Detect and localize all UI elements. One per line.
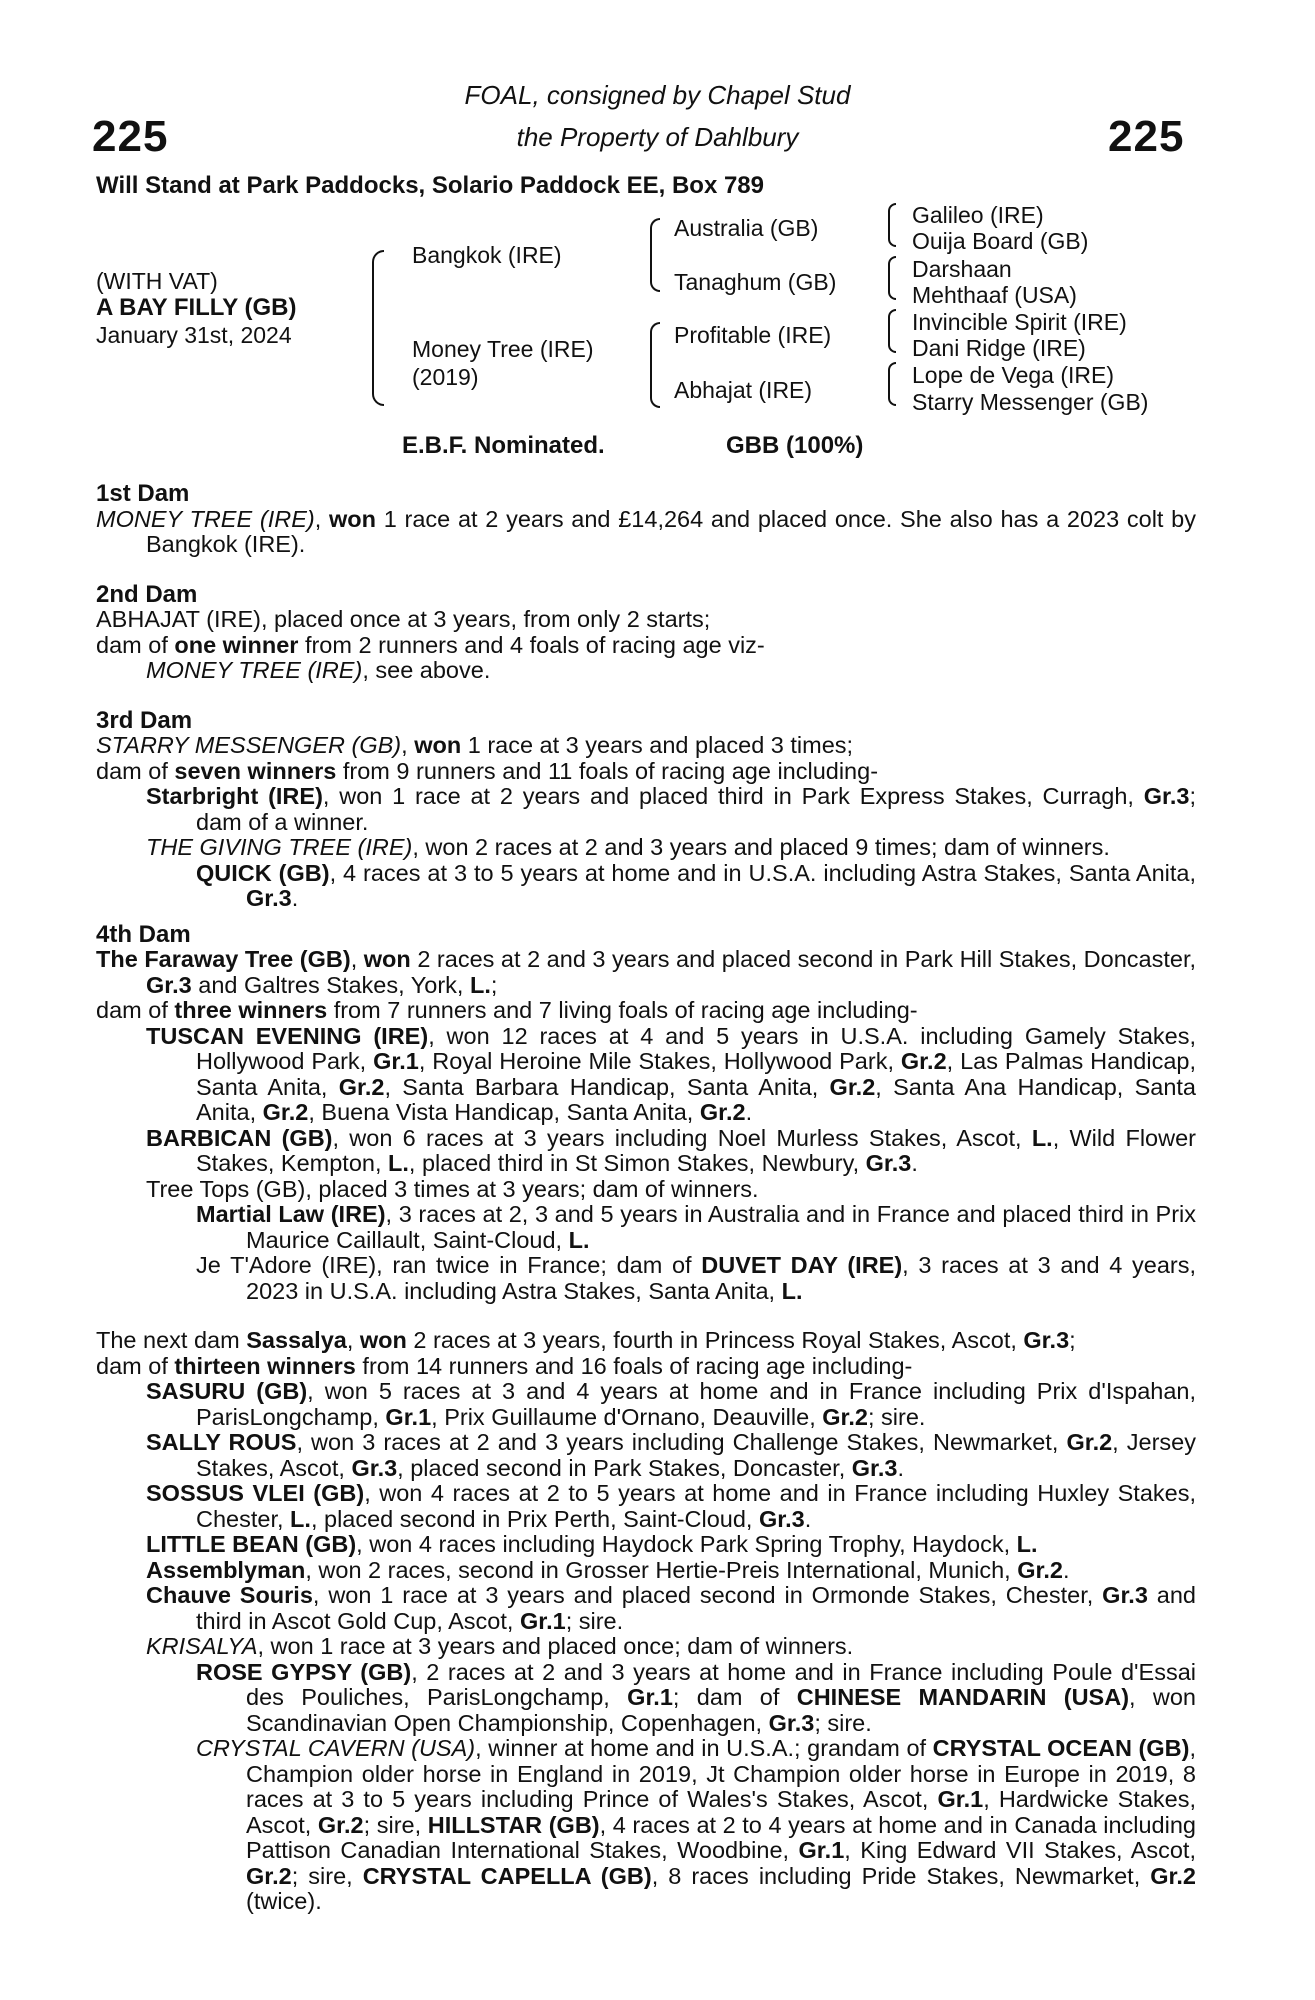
pedigree-dam-year: (2019) [412,364,479,390]
ggp-1: Galileo (IRE) [912,202,1044,228]
ggp-brace-1 [888,203,896,247]
ggp-brace-4 [888,362,896,406]
ggp-3: Darshaan [912,256,1012,282]
fourth-dam-line: Tree Tops (GB), placed 3 times at 3 years; dam of winners. [146,1175,759,1202]
ggp-5: Invincible Spirit (IRE) [912,309,1127,335]
vat-label: (WITH VAT) [96,268,218,294]
ggp-brace-3 [888,309,896,353]
first-dam-heading: 1st Dam [96,480,190,507]
next-dam-line: Assemblyman, won 2 races, second in Grosser Hertie-Preis International, Munich, Gr.2. [146,1556,1070,1583]
stand-location: Will Stand at Park Paddocks, Solario Paddock EE, Box 789 [96,172,765,199]
sire-brace [650,218,660,292]
ggp-2: Ouija Board (GB) [912,228,1089,254]
third-dam-line: QUICK (GB), 4 races at 3 to 5 years at home and in U.S.A. including Astra Stakes, Santa Anita, Gr.3. [196,859,1196,911]
fourth-dam-line: The Faraway Tree (GB), won 2 races at 2 and 3 years and placed second in Park Hill Stakes, Doncaster, Gr.3 and Galtres Stakes, York, L.; [96,946,1196,998]
ggp-6: Dani Ridge (IRE) [912,335,1086,361]
next-dam-line: dam of thirteen winners from 14 runners and 16 foals of racing age including- [96,1352,913,1379]
second-dam-line: ABHAJAT (IRE), placed once at 3 years, from only 2 starts; [96,606,711,632]
next-dam-line: The next dam Sassalya, won 2 races at 3 years, fourth in Princess Royal Stakes, Ascot, Gr.3; [96,1327,1076,1353]
pedigree-sire-dam: Tanaghum (GB) [674,269,837,295]
pedigree-sire-sire: Australia (GB) [674,215,819,241]
horse-dob: January 31st, 2024 [96,322,292,348]
pedigree-dam-sire: Profitable (IRE) [674,322,832,348]
main-brace [372,250,384,406]
ggp-7: Lope de Vega (IRE) [912,362,1115,388]
third-dam-line: STARRY MESSENGER (GB), won 1 race at 3 years and placed 3 times; [96,732,854,758]
fourth-dam-line: Martial Law (IRE), 3 races at 2, 3 and 5 years in Australia and in France and placed third in Prix Maurice Caillault, Saint-Cloud, L. [196,1201,1196,1253]
next-dam-line: SALLY ROUS, won 3 races at 2 and 3 years including Challenge Stakes, Newmarket, Gr.2, Jersey Stakes, Ascot, Gr.3, placed second in Park Stakes, Doncaster, Gr.3. [146,1429,1196,1481]
second-dam-heading: 2nd Dam [96,580,198,608]
fourth-dam-line: dam of three winners from 7 runners and 7 living foals of racing age including- [96,997,918,1023]
consignment-line-2: the Property of Dahlbury [516,122,799,152]
ggp-brace-2 [888,256,896,300]
fourth-dam-line: BARBICAN (GB), won 6 races at 3 years including Noel Murless Stakes, Ascot, L., Wild Flower Stakes, Kempton, L., placed third in St Simon Stakes, Newbury, Gr.3. [146,1124,1196,1176]
fourth-dam-heading: 4th Dam [96,920,191,948]
pedigree-sire: Bangkok (IRE) [412,242,562,268]
horse-name: A BAY FILLY (GB) [96,294,297,321]
second-dam-line: dam of one winner from 2 runners and 4 foals of racing age viz- [96,631,765,658]
next-dam-line: KRISALYA, won 1 race at 3 years and placed once; dam of winners. [146,1633,854,1659]
next-dam-line: ROSE GYPSY (GB), 2 races at 2 and 3 years at home and in France including Poule d'Essai des Pouliches, ParisLongchamp, Gr.1; dam of CHINESE MANDARIN (USA), won Scandinavian Open Championship, Copenhagen, Gr.3; sire. [196,1658,1196,1736]
third-dam-line: THE GIVING TREE (IRE), won 2 races at 2 and 3 years and placed 9 times; dam of winners. [146,834,1110,860]
next-dam-line: SASURU (GB), won 5 races at 3 and 4 years at home and in France including Prix d'Ispahan, ParisLongchamp, Gr.1, Prix Guillaume d'Ornano, Deauville, Gr.2; sire. [146,1378,1196,1430]
pedigree-dam-dam: Abhajat (IRE) [674,377,813,403]
third-dam-line: dam of seven winners from 9 runners and 11 foals of racing age including- [96,757,879,784]
first-dam-line: MONEY TREE (IRE), won 1 race at 2 years and £14,264 and placed once. She also has a 2023 colt by Bangkok (IRE). [96,505,1196,557]
ggp-4: Mehthaaf (USA) [912,282,1077,308]
fourth-dam-line: TUSCAN EVENING (IRE), won 12 races at 4 and 5 years in U.S.A. including Gamely Stakes, Hollywood Park, Gr.1, Royal Heroine Mile Stakes, Hollywood Park, Gr.2, Las Palmas Handicap, Santa Anita, Gr.2, Santa Barbara Handicap, Santa Anita, Gr.2, Santa Ana Handicap, Santa Anita, Gr.2, Buena Vista Handicap, Santa Anita, Gr.2. [146,1022,1196,1125]
next-dam-line: CRYSTAL CAVERN (USA), winner at home and in U.S.A.; grandam of CRYSTAL OCEAN (GB), Champion older horse in England in 2019, Jt Champion older horse in Europe in 2019, 8 races at 3 to 5 years including Prince of Wales's Stakes, Ascot, Gr.1, Hardwicke Stakes, Ascot, Gr.2; sire, HILLSTAR (GB), 4 races at 2 to 4 years at home and in Canada including Pattison Canadian International Stakes, Woodbine, Gr.1, King Edward VII Stakes, Ascot, Gr.2; sire, CRYSTAL CAPELLA (GB), 8 races including Pride Stakes, Newmarket, Gr.2 (twice). [196,1735,1196,1914]
ebf-nomination: E.B.F. Nominated. [402,432,605,459]
fourth-dam-line: Je T'Adore (IRE), ran twice in France; dam of DUVET DAY (IRE), 3 races at 3 and 4 years, 2023 in U.S.A. including Astra Stakes, Santa Anita, L. [196,1252,1196,1304]
consignment-line-1: FOAL, consigned by Chapel Stud [464,80,851,110]
third-dam-line: Starbright (IRE), won 1 race at 2 years and placed third in Park Express Stakes, Curragh, Gr.3; dam of a winner. [146,783,1197,835]
catalogue-body [96,481,1196,1915]
third-dam-heading: 3rd Dam [96,706,193,734]
ggp-8: Starry Messenger (GB) [912,389,1149,415]
gbb-percentage: GBB (100%) [726,432,864,459]
lot-number-left: 225 [92,112,169,161]
next-dam-line: Chauve Souris, won 1 race at 3 years and placed second in Ormonde Stakes, Chester, Gr.3 and third in Ascot Gold Cup, Ascot, Gr.1; sire. [146,1582,1196,1634]
lot-number-right: 225 [1108,112,1185,161]
next-dam-line: LITTLE BEAN (GB), won 4 races including Haydock Park Spring Trophy, Haydock, L. [146,1531,1038,1557]
pedigree-dam: Money Tree (IRE) [412,336,594,362]
second-dam-line: MONEY TREE (IRE), see above. [146,657,491,683]
next-dam-line: SOSSUS VLEI (GB), won 4 races at 2 to 5 years at home and in France including Huxley Stakes, Chester, L., placed second in Prix Perth, Saint-Cloud, Gr.3. [146,1480,1196,1532]
dam-brace [650,322,660,408]
